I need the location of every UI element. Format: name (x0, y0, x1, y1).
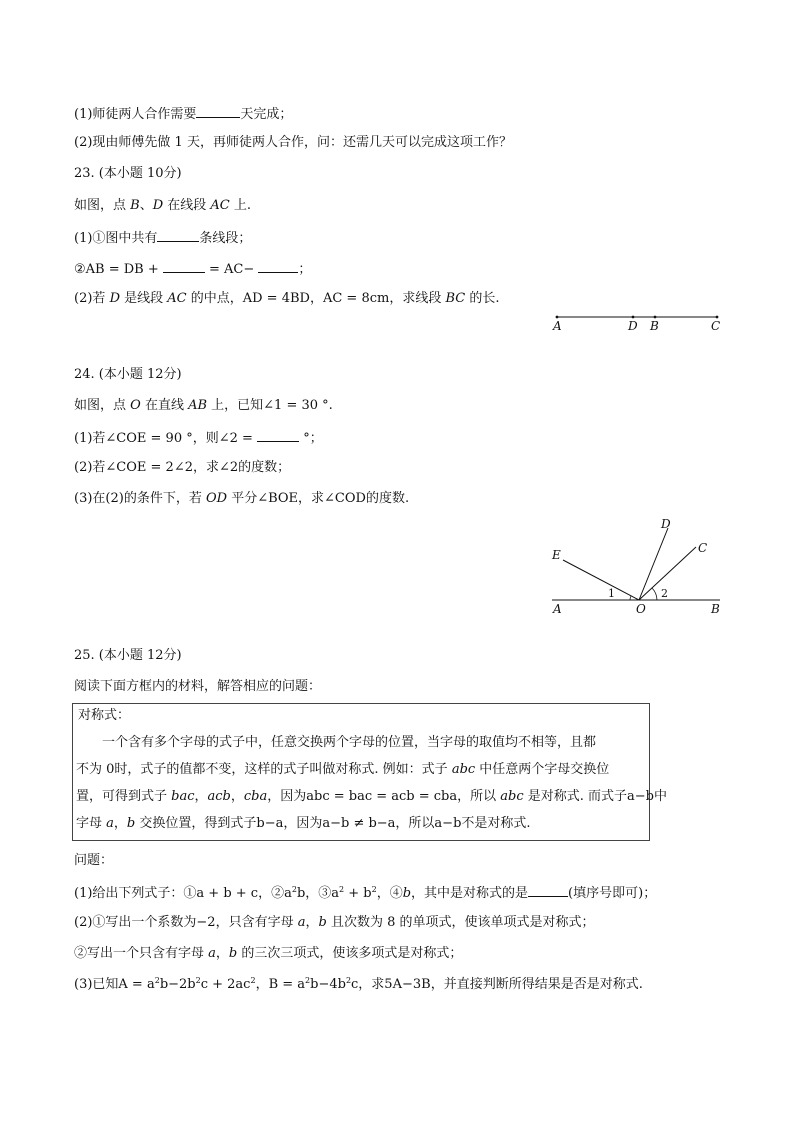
answer-blank (528, 883, 568, 897)
q25-problem-label: 问题： (74, 853, 114, 868)
q23-part2: (2)若 D 是线段 AC 的中点，AD = 4BD，AC = 8cm，求线段 BC 的长. (74, 291, 500, 306)
q23-header: 23. (本小题 10分) (74, 166, 182, 181)
q25-part2-2: ②写出一个只含有字母 a，b 的三次三项式，使该多项式是对称式； (74, 946, 463, 961)
ray-oe (563, 560, 639, 600)
angle-2-arc (652, 588, 657, 600)
label-d: D (661, 517, 671, 531)
label-b: B (711, 602, 720, 616)
q25-part2: (2)①写出一个系数为−2，只含有字母 a，b 且次数为 8 的单项式，使该单项式是对称式； (74, 915, 595, 930)
q23-intro: 如图，点 B、D 在线段 AC 上. (74, 198, 252, 213)
q24-part3: (3)在(2)的条件下，若 OD 平分∠BOE，求∠COD的度数. (74, 491, 410, 506)
q25-header: 25. (本小题 12分) (74, 648, 182, 663)
answer-blank (258, 259, 298, 273)
box-line-4: 字母 a，b 交换位置，得到式子b−a，因为a−b ≠ b−a，所以a−b不是对称式. (76, 816, 531, 831)
point-d (632, 316, 635, 319)
q24-intro: 如图，点 O 在直线 AB 上，已知∠1 = 30 °. (74, 398, 333, 413)
point-b (654, 316, 657, 319)
answer-blank (163, 259, 205, 273)
label-b: B (650, 319, 659, 333)
q23-part1-eq: ②AB = DB + = AC− ； (74, 259, 311, 279)
q24-part2: (2)若∠COE = 2∠2，求∠2的度数； (74, 460, 291, 475)
point-a (556, 316, 559, 319)
label-d: D (628, 319, 638, 333)
point-c (716, 316, 719, 319)
answer-blank (196, 104, 240, 118)
box-line-3: 置，可得到式子 bac，acb，cba，因为abc = bac = acb = cba，所以 abc 是对称式. 而式子a−b中 (76, 789, 668, 804)
q25-part3: (3)已知$A = a^2b-2b^2c + 2ac^2$，$B = a^2b-4b^2c$，求5A−3B，并直接判断所得结果是否是对称式. (74, 976, 643, 992)
label-angle-2: 2 (661, 587, 668, 600)
answer-blank (257, 428, 299, 442)
q22-part1: (1)师徒两人合作需要 天完成； (74, 104, 292, 124)
label-e: E (552, 548, 561, 562)
box-line-1: 一个含有多个字母的式子中，任意交换两个字母的位置，当字母的取值均不相等，且都 (102, 735, 597, 750)
label-o: O (636, 602, 646, 616)
answer-blank (157, 228, 199, 242)
q23-part1: (1)①图中共有 条线段； (74, 228, 251, 248)
label-a: A (553, 319, 562, 333)
box-line-2: 不为 0时，式子的值都不变，这样的式子叫做对称式. 例如：式子 abc 中任意两个字母交换位 (76, 762, 610, 777)
q25-part1: (1)给出下列式子：①a + b + c，$②a^2b$，$③a^2 + b^2$，④b，其中是对称式的是 (填序号即可)； (74, 885, 657, 901)
q22-part2: (2)现由师傅先做 1 天，再师徒两人合作，问：还需几天可以完成这项工作？ (74, 135, 512, 150)
material-box (72, 703, 668, 841)
segment-diagram (545, 305, 730, 340)
label-c: C (698, 541, 708, 555)
q25-intro: 阅读下面方框内的材料，解答相应的问题： (74, 679, 322, 694)
q24-part1: (1)若∠COE = 90 °，则∠2 = °； (74, 428, 323, 448)
angle-diagram (540, 512, 730, 622)
label-a: A (553, 602, 562, 616)
label-c: C (711, 319, 721, 333)
angle-1-arc (630, 596, 631, 600)
box-title: 对称式： (78, 708, 131, 723)
q24-header: 24. (本小题 12分) (74, 367, 182, 382)
label-angle-1: 1 (608, 587, 615, 600)
